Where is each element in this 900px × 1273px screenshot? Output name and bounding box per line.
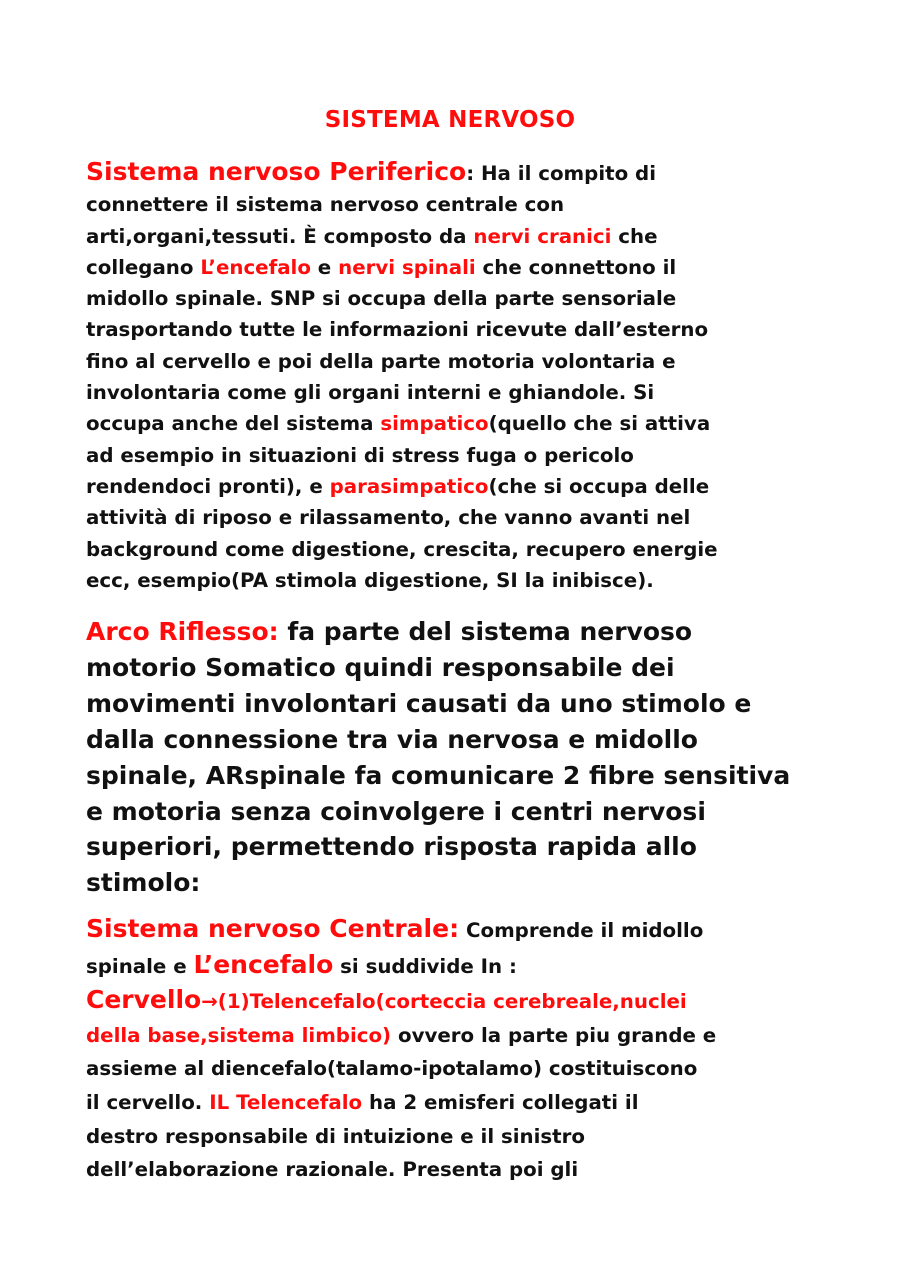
text-line xyxy=(86,252,846,283)
highlighted-term: IL Telencefalo xyxy=(209,1090,363,1114)
text-line xyxy=(86,983,846,1019)
section-central-nervous-system xyxy=(86,912,846,1187)
text-run: arti,organi,tessuti. È composto da xyxy=(86,224,474,248)
text-run: movimenti involontari causati da uno stimolo e xyxy=(86,688,752,718)
text-run: : Ha il compito di xyxy=(466,162,656,185)
text-run: fino al cervello e poi della parte motoria volontaria e xyxy=(86,349,676,373)
text-line xyxy=(86,722,846,758)
text-run: assieme al diencefalo(talamo-ipotalamo) costituiscono xyxy=(86,1057,698,1081)
text-line xyxy=(86,502,846,533)
highlighted-term: nervi cranici xyxy=(473,224,612,248)
highlighted-term: parasimpatico xyxy=(329,474,489,498)
text-run: e xyxy=(310,255,339,279)
text-run: connettere il sistema nervoso centrale con xyxy=(86,193,565,217)
highlighted-term: Sistema nervoso Periferico xyxy=(86,157,467,186)
text-line xyxy=(86,314,846,345)
text-run: dalla connessione tra via nervosa e midollo xyxy=(86,724,698,754)
text-run: collegano xyxy=(86,255,201,279)
text-run: ad esempio in situazioni di stress fuga o pericolo xyxy=(86,443,634,467)
text-run: (quello che si attiva xyxy=(488,412,711,436)
text-run: rendendoci pronti), e xyxy=(86,474,330,498)
text-run: destro responsabile di intuizione e il sinistro xyxy=(86,1124,585,1148)
text-line xyxy=(86,948,846,984)
text-line xyxy=(86,346,846,377)
text-run: ha 2 emisferi collegati il xyxy=(362,1090,639,1114)
text-run: trasportando tutte le informazioni ricevute dall’esterno xyxy=(86,318,709,342)
text-run: il cervello. xyxy=(86,1090,210,1114)
text-line xyxy=(86,283,846,314)
text-line xyxy=(86,865,846,901)
text-line xyxy=(86,829,846,865)
text-line xyxy=(86,1019,846,1053)
highlighted-term: →(1)Telencefalo(corteccia cerebreale,nuclei xyxy=(201,990,687,1014)
text-run: involontaria come gli organi interni e ghiandole. Si xyxy=(86,381,655,405)
text-line xyxy=(86,1086,846,1120)
section-peripheral-nervous-system xyxy=(86,156,846,596)
text-line xyxy=(86,912,846,948)
highlighted-term: Sistema nervoso Centrale: xyxy=(86,914,460,943)
text-line xyxy=(86,794,846,830)
text-run: midollo spinale. SNP si occupa della parte sensoriale xyxy=(86,287,677,311)
text-line xyxy=(86,1120,846,1154)
text-line xyxy=(86,534,846,565)
text-run: (che si occupa delle xyxy=(488,474,710,498)
page-title: SISTEMA NERVOSO xyxy=(324,107,576,133)
highlighted-term: L’encefalo xyxy=(193,949,334,979)
text-line xyxy=(86,221,846,252)
highlighted-term: Cervello xyxy=(86,985,202,1015)
text-run: e motoria senza coinvolgere i centri nervosi xyxy=(86,796,706,826)
highlighted-term: Arco Riflesso: xyxy=(86,617,279,646)
text-line xyxy=(86,758,846,794)
highlighted-term: nervi spinali xyxy=(338,255,476,279)
text-run: superiori, permettendo risposta rapida allo xyxy=(86,832,697,862)
text-run: dell’elaborazione razionale. Presenta poi gli xyxy=(86,1158,579,1182)
text-run: stimolo: xyxy=(86,868,201,898)
text-run: spinale e xyxy=(86,954,194,978)
text-line xyxy=(86,440,846,471)
text-line xyxy=(86,650,846,686)
text-line xyxy=(86,156,846,189)
highlighted-term: simpatico xyxy=(380,412,489,436)
text-line xyxy=(86,189,846,220)
text-line xyxy=(86,377,846,408)
text-run: background come digestione, crescita, recupero energie xyxy=(86,537,718,561)
text-run: si suddivide In : xyxy=(333,954,517,978)
text-line xyxy=(86,614,846,650)
text-line xyxy=(86,686,846,722)
text-line xyxy=(86,471,846,502)
text-run: che connettono il xyxy=(475,255,677,279)
text-run: fa parte del sistema nervoso xyxy=(278,617,693,646)
text-run: Comprende il midollo xyxy=(459,919,704,942)
text-run: ecc, esempio(PA stimola digestione, SI la inibisce). xyxy=(86,568,654,592)
section-reflex-arc xyxy=(86,614,846,901)
text-line xyxy=(86,565,846,596)
text-run: occupa anche del sistema xyxy=(86,412,381,436)
text-run: spinale, ARspinale fa comunicare 2 fibre sensitiva xyxy=(86,760,791,790)
text-line xyxy=(86,1052,846,1086)
highlighted-term: L’encefalo xyxy=(200,255,311,279)
text-run: motorio Somatico quindi responsabile dei xyxy=(86,652,675,682)
text-run: attività di riposo e rilassamento, che vanno avanti nel xyxy=(86,506,691,530)
text-run: che xyxy=(611,224,658,248)
text-line xyxy=(86,1153,846,1187)
highlighted-term: della base,sistema limbico) xyxy=(86,1023,392,1047)
text-line xyxy=(86,408,846,439)
text-run: ovvero la parte piu grande e xyxy=(391,1023,717,1047)
